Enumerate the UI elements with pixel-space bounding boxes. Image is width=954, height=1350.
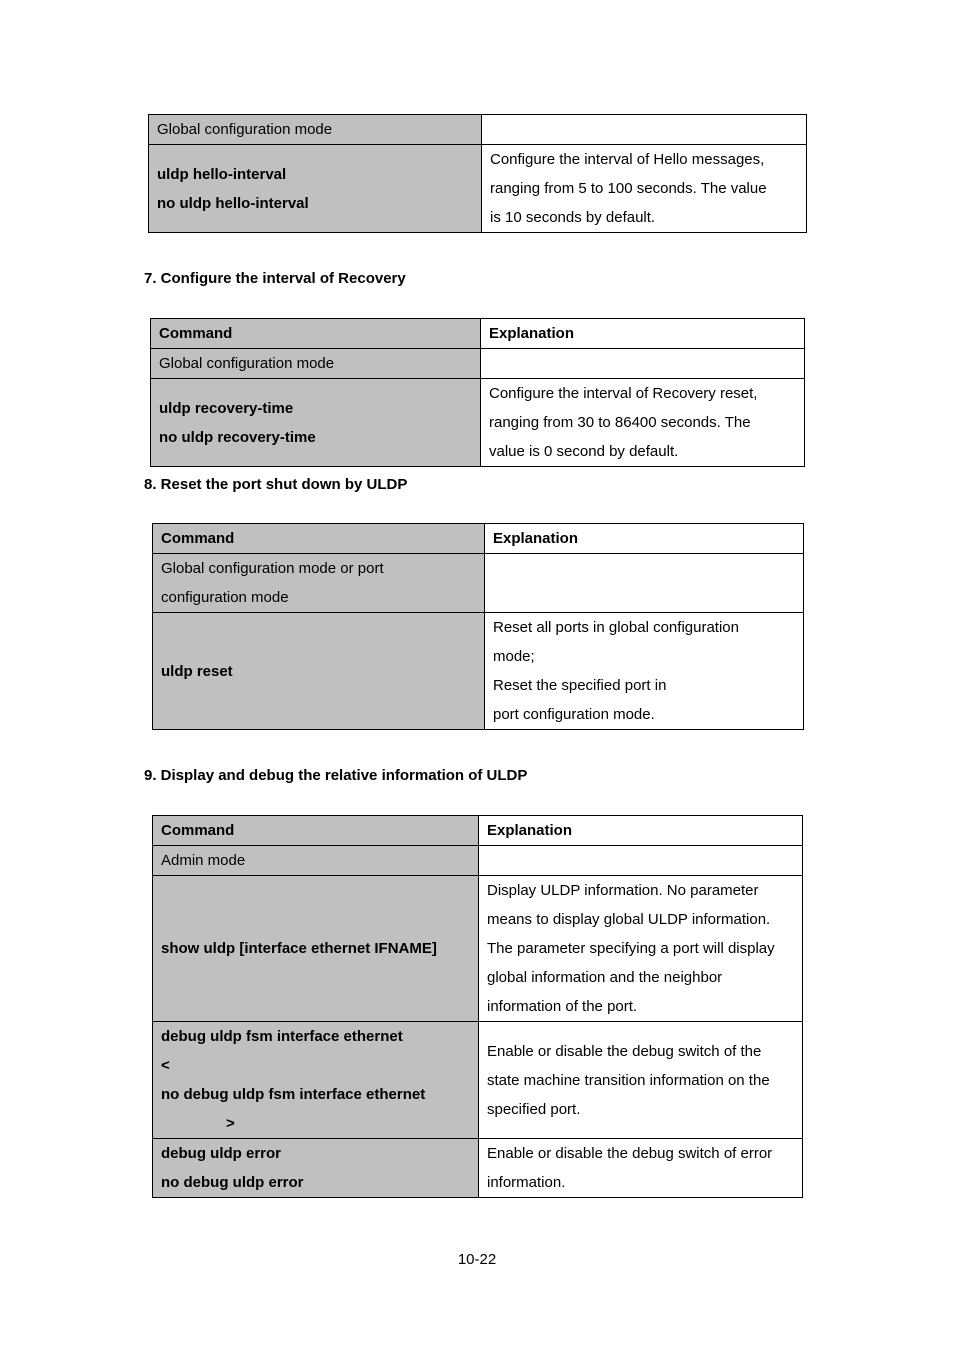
- command-cell: [149, 145, 482, 233]
- command-cell: [153, 1139, 479, 1198]
- command-header-text: Command: [161, 530, 235, 547]
- empty-cell: [485, 554, 804, 613]
- explanation-line: Configure the interval of Recovery reset,: [489, 385, 758, 402]
- mode-text: Global configuration mode: [159, 355, 335, 372]
- explanation-header: [485, 524, 804, 554]
- explanation-header-text: Explanation: [493, 530, 579, 547]
- explanation-line: Reset all ports in global configuration: [493, 619, 739, 636]
- explanation-header-text: Explanation: [487, 822, 573, 839]
- command-header-text: Command: [159, 325, 233, 342]
- mode-cell: [153, 554, 485, 613]
- command-text: no debug uldp fsm interface ethernet: [161, 1086, 426, 1103]
- mode-cell: [151, 349, 481, 379]
- recovery-time-table: [150, 318, 805, 467]
- explanation-line: port configuration mode.: [493, 706, 655, 723]
- command-cell: [151, 379, 481, 467]
- explanation-cell: [485, 613, 804, 730]
- command-text: show uldp [interface ethernet IFNAME]: [161, 940, 437, 957]
- section-heading: 8. Reset the port shut down by ULDP: [144, 476, 408, 493]
- explanation-cell: [479, 1022, 803, 1139]
- command-text: debug uldp fsm interface ethernet: [161, 1028, 403, 1045]
- explanation-line: value is 0 second by default.: [489, 443, 679, 460]
- section-heading: 7. Configure the interval of Recovery: [144, 270, 406, 287]
- explanation-line: ranging from 30 to 86400 seconds. The: [489, 414, 751, 431]
- explanation-cell: [481, 379, 805, 467]
- hello-interval-table: [148, 114, 807, 233]
- command-header-text: Command: [161, 822, 235, 839]
- command-cell: [153, 613, 485, 730]
- explanation-line: The parameter specifying a port will display: [487, 940, 775, 957]
- explanation-line: ranging from 5 to 100 seconds. The value: [490, 180, 767, 197]
- explanation-line: mode;: [493, 648, 535, 665]
- empty-cell: [482, 115, 807, 145]
- command-text: >: [226, 1115, 235, 1132]
- explanation-line: Display ULDP information. No parameter: [487, 882, 759, 899]
- mode-cell: [149, 115, 482, 145]
- empty-cell: [481, 349, 805, 379]
- command-text: no debug uldp error: [161, 1174, 304, 1191]
- mode-cell: [153, 846, 479, 876]
- mode-text: Global configuration mode: [157, 121, 333, 138]
- command-text: debug uldp error: [161, 1145, 281, 1162]
- explanation-line: specified port.: [487, 1100, 581, 1118]
- explanation-line: Enable or disable the debug switch of error: [487, 1145, 773, 1162]
- section-heading: 9. Display and debug the relative information of ULDP: [144, 767, 528, 784]
- explanation-cell: [479, 1139, 803, 1198]
- page-number: 10-22: [457, 1251, 497, 1268]
- explanation-header-text: Explanation: [489, 325, 575, 342]
- command-cell: [153, 1022, 479, 1139]
- command-text: no uldp hello-interval: [157, 194, 309, 212]
- explanation-line: information of the port.: [487, 998, 638, 1015]
- explanation-line: Reset the specified port in: [493, 677, 667, 694]
- mode-text: Global configuration mode or port: [161, 560, 384, 577]
- mode-text: configuration mode: [161, 589, 289, 606]
- debug-table: [152, 815, 803, 1198]
- command-header: [153, 524, 485, 554]
- command-text: uldp recovery-time: [159, 399, 294, 417]
- command-cell: [153, 876, 479, 1022]
- command-text: <: [161, 1057, 170, 1074]
- command-header: [153, 816, 479, 846]
- command-text: uldp reset: [161, 662, 233, 680]
- explanation-cell: [482, 145, 807, 233]
- explanation-cell: [479, 876, 803, 1022]
- explanation-header: [479, 816, 803, 846]
- explanation-line: state machine transition information on the: [487, 1071, 770, 1089]
- empty-cell: [479, 846, 803, 876]
- explanation-header: [481, 319, 805, 349]
- command-text: no uldp recovery-time: [159, 428, 316, 446]
- explanation-line: global information and the neighbor: [487, 969, 723, 986]
- explanation-line: information.: [487, 1174, 566, 1191]
- explanation-line: is 10 seconds by default.: [490, 209, 656, 226]
- explanation-line: means to display global ULDP information.: [487, 911, 771, 928]
- reset-table: [152, 523, 804, 730]
- mode-text: Admin mode: [161, 852, 246, 869]
- explanation-line: Enable or disable the debug switch of the: [487, 1042, 762, 1060]
- explanation-line: Configure the interval of Hello messages,: [490, 151, 765, 168]
- command-header: [151, 319, 481, 349]
- command-text: uldp hello-interval: [157, 165, 287, 183]
